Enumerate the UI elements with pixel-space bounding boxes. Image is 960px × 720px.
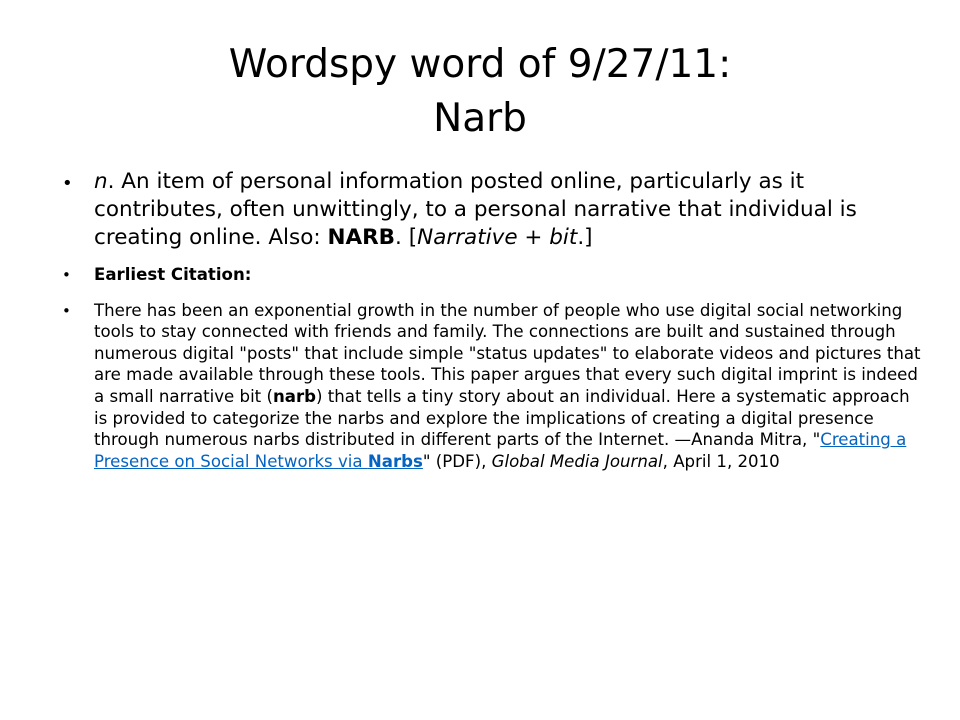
bullet-dot-icon: • <box>62 266 71 284</box>
citation-body-cont: ) that tells a tiny story about an individual. Here a systematic approach is provided to categorize the narbs and explore the implications of creating a digital presence through numerous narbs distributed in different parts of the Internet. —Ananda Mitra, " <box>94 386 910 450</box>
etymology-part-1: Narrative <box>417 225 518 250</box>
part-of-speech: n <box>94 169 108 194</box>
citation-link-term[interactable]: Narbs <box>367 451 423 471</box>
alternate-form: NARB <box>327 225 396 250</box>
slide-title <box>0 38 960 146</box>
citation-date: , April 1, 2010 <box>662 451 780 471</box>
title-line-1: Wordspy word of 9/27/11: <box>228 42 732 87</box>
citation-link-text[interactable]: Creating a Presence on Social Networks via <box>94 430 907 471</box>
citation-text <box>94 300 922 473</box>
etymology-plus: + <box>517 225 550 250</box>
citation-format: " (PDF), <box>422 451 492 471</box>
bullet-list <box>62 168 922 486</box>
earliest-citation-bullet <box>62 264 922 286</box>
definition-text <box>94 168 922 252</box>
definition-separator: . [ <box>395 225 418 250</box>
definition-body: . An item of personal information posted online, particularly as it contributes, often unwittingly, to a personal narrative that individual is creating online. Also: <box>94 169 857 250</box>
bullet-dot-icon: • <box>62 301 71 320</box>
journal-name: Global Media Journal <box>491 451 663 471</box>
bullet-dot-icon: • <box>62 173 73 194</box>
title-line-2: Narb <box>433 96 527 141</box>
citation-bullet <box>62 300 922 473</box>
definition-bullet <box>62 168 922 252</box>
earliest-citation-text <box>94 264 922 286</box>
citation-body: There has been an exponential growth in the number of people who use digital social networking tools to stay connected with friends and family. The connections are built and sustained through numerous digital "posts" that include simple "status updates" to elaborate videos and pictures that are made available through these tools. This paper argues that every such digital imprint is indeed a small narrative bit ( <box>94 300 921 406</box>
etymology-part-2: bit <box>549 225 578 250</box>
citation-term: narb <box>272 386 317 406</box>
earliest-citation-label: Earliest Citation: <box>94 265 252 284</box>
etymology-close: .] <box>577 225 593 250</box>
